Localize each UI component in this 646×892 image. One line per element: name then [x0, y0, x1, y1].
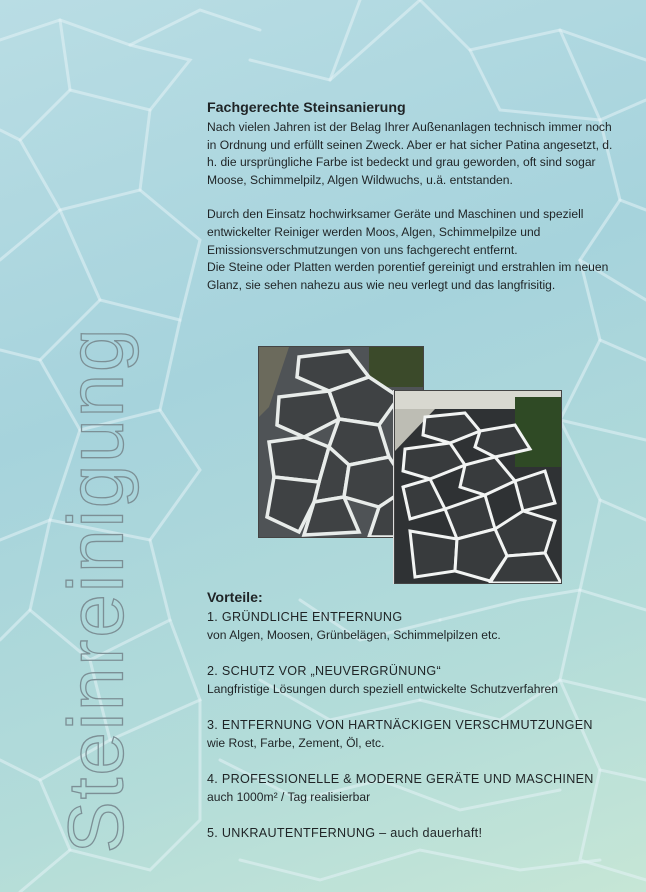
advantage-description: wie Rost, Farbe, Zement, Öl, etc. [207, 736, 385, 750]
method-paragraph: Durch den Einsatz hochwirksamer Geräte und Maschinen und speziell entwickelter Reiniger werden Moos, Algen, Schimmelpilze und Emissionsverschmutzungen von uns fachgerecht entfernt. [207, 207, 584, 257]
advantage-title: 1. GRÜNDLICHE ENTFERNUNG [207, 610, 403, 624]
advantage-item [207, 770, 627, 806]
advantage-title: 3. ENTFERNUNG VON HARTNÄCKIGEN VERSCHMUTZUNGEN [207, 718, 593, 732]
advantage-item [207, 824, 627, 842]
advantage-description: Langfristige Lösungen durch speziell entwickelte Schutzverfahren [207, 682, 558, 696]
advantages-heading: Vorteile: [207, 590, 263, 606]
main-content [207, 100, 617, 294]
stone-terrace-photo-after [394, 390, 562, 584]
advantages-section [207, 590, 627, 860]
advantage-title: 5. UNKRAUTENTFERNUNG – auch dauerhaft! [207, 826, 483, 840]
result-paragraph: Die Steine oder Platten werden porentief gereinigt und erstrahlen im neuen Glanz, sie sehen nahezu aus wie neu verlegt und das langfrisitig. [207, 260, 609, 292]
vertical-page-title: Steinreinigung [51, 326, 140, 854]
section-heading: Fachgerechte Steinsanierung [207, 100, 406, 116]
intro-paragraph: Nach vielen Jahren ist der Belag Ihrer Außenanlagen technisch immer noch in Ordnung und erfüllt seinen Zweck. Aber er hat sicher Patina angesetzt, d. h. die ursprüngliche Farbe ist bedeckt und grau geworden, oft sind sogar Moose, Schimmelpilz, Algen Wildwuchs, u.ä. entstanden. [207, 120, 613, 187]
advantage-item [207, 662, 627, 698]
spacer [207, 189, 617, 206]
advantage-title: 4. PROFESSIONELLE & MODERNE GERÄTE UND MASCHINEN [207, 772, 594, 786]
advantage-description: auch 1000m² / Tag realisierbar [207, 790, 371, 804]
photo-collage [258, 346, 560, 582]
advantage-description: von Algen, Moosen, Grünbelägen, Schimmelpilzen etc. [207, 628, 501, 642]
advantage-item [207, 608, 627, 644]
advantage-title: 2. SCHUTZ VOR „NEUVERGRÜNUNG“ [207, 664, 441, 678]
advantage-item [207, 716, 627, 752]
